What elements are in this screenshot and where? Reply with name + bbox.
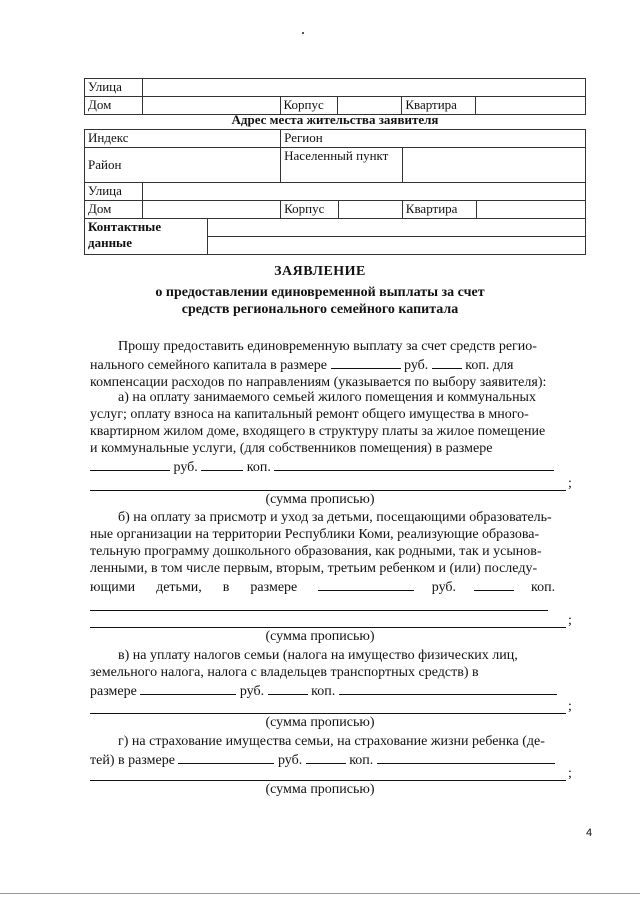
item-c-line-3 [90, 681, 586, 700]
contacts-field-1[interactable] [207, 219, 585, 237]
building-field-2[interactable] [339, 201, 403, 219]
item-c-paragraph [90, 647, 586, 700]
item-b-paragraph [90, 509, 586, 596]
item-c-rub-label: руб. [239, 684, 265, 699]
intro-line-3: компенсации расходов по направлениям (указывается по выбору заявителя): [90, 375, 547, 390]
item-b-word-4: размере [250, 580, 298, 595]
scan-speck [302, 32, 304, 34]
index-label: Индекс [85, 130, 281, 148]
item-a-kop-label: коп. [246, 460, 271, 475]
apartment-field-2[interactable] [476, 201, 585, 219]
item-d-rub-field[interactable] [178, 750, 274, 764]
item-a-line-3: квартирном жилом доме, входящего в структуру платы за жилое помещение [90, 424, 546, 439]
item-a-kop-field[interactable] [201, 457, 243, 471]
item-d-kop-field[interactable] [306, 750, 346, 764]
subtitle-line-2: средств регионального семейного капитала [181, 302, 459, 317]
item-d-line-2 [90, 750, 586, 769]
item-d-words-line[interactable] [90, 780, 566, 781]
item-c-line-2: земельного налога, налога с владельцев транспортных средств) в [90, 665, 479, 680]
item-c-words-line[interactable] [90, 713, 566, 714]
item-d-words-field[interactable] [377, 750, 555, 764]
apartment-label: Квартира [402, 97, 476, 115]
item-a-line-2: услуг; оплату взноса на капитальный ремонт общего имущества в много- [90, 407, 529, 422]
residence-address-table [84, 129, 586, 255]
item-b-word-1: ющими [90, 580, 136, 595]
street-label-2: Улица [85, 183, 143, 201]
item-a-semicolon: ; [568, 476, 572, 491]
street-label: Улица [85, 79, 143, 97]
item-b-rub-label: руб. [431, 580, 457, 595]
item-c-words-field[interactable] [339, 681, 557, 695]
building-label-2: Корпус [281, 201, 339, 219]
intro-rub-label: руб. [404, 358, 429, 373]
item-c-kop-field[interactable] [268, 681, 308, 695]
item-d-sum-caption: (сумма прописью) [265, 782, 375, 797]
item-b-word-2: детьми, [156, 580, 202, 595]
item-d-paragraph [90, 733, 586, 769]
street-field-2[interactable] [143, 183, 586, 201]
intro-kop-field[interactable] [432, 355, 462, 369]
intro-amount-label: нального семейного капитала в размере [90, 358, 328, 373]
item-d-semicolon: ; [568, 766, 572, 781]
district-label: Район [85, 148, 281, 183]
item-c-amount-label: размере [90, 684, 137, 699]
building-label: Корпус [280, 97, 338, 115]
intro-line-2 [90, 355, 586, 374]
page-number: 4 [586, 827, 593, 839]
contacts-label: Контактные данные [85, 219, 208, 255]
address-table-top [84, 78, 586, 115]
item-a-rub-field[interactable] [90, 457, 170, 471]
house-field-2[interactable] [143, 201, 281, 219]
item-b-words-line-2[interactable] [90, 627, 566, 628]
item-b-word-3: в [222, 580, 230, 595]
item-b-line-5 [90, 577, 586, 596]
item-d-line-1: г) на страхование имущества семьи, на страхование жизни ребенка (де- [118, 734, 545, 749]
item-b-kop-field[interactable] [474, 577, 514, 591]
street-field[interactable] [142, 79, 585, 97]
region-label: Регион [281, 130, 586, 148]
item-a-line-1: а) на оплату занимаемого семьей жилого помещения и коммунальных [118, 390, 536, 405]
subtitle-line-1: о предоставлении единовременной выплаты за счет [155, 285, 485, 300]
item-b-kop-label: коп. [531, 580, 556, 595]
item-c-line-1: в) на уплату налогов семьи (налога на имущество физических лиц, [118, 648, 518, 663]
item-a-words-field[interactable] [274, 457, 554, 471]
settlement-field[interactable] [402, 148, 585, 183]
intro-line-1: Прошу предоставить единовременную выплату за счет средств регио- [118, 339, 537, 354]
item-d-rub-label: руб. [277, 753, 303, 768]
item-b-rub-field[interactable] [318, 577, 414, 591]
intro-rub-field[interactable] [331, 355, 401, 369]
document-title: ЗАЯВЛЕНИЕ [274, 264, 366, 279]
contacts-field-2[interactable] [207, 237, 585, 255]
intro-paragraph [90, 338, 586, 391]
item-d-amount-label: тей) в размере [90, 753, 175, 768]
house-label-2: Дом [85, 201, 143, 219]
item-a-sum-caption: (сумма прописью) [265, 492, 375, 507]
settlement-label: Населенный пункт [281, 148, 403, 183]
residence-address-heading: Адрес места жительства заявителя [231, 112, 439, 127]
house-label: Дом [85, 97, 143, 115]
item-a-paragraph [90, 389, 586, 476]
item-b-sum-caption: (сумма прописью) [265, 629, 375, 644]
item-a-line-5 [90, 457, 586, 476]
item-b-line-2: ные организации на территории Республики Коми, реализующие образова- [90, 527, 540, 542]
item-c-rub-field[interactable] [140, 681, 236, 695]
item-a-words-line[interactable] [90, 490, 566, 491]
scan-edge-line [0, 893, 640, 894]
item-b-words-line-1[interactable] [90, 610, 548, 611]
apartment-label-2: Квартира [402, 201, 476, 219]
item-a-line-4: и коммунальные услуги, (для собственников помещения) в размере [90, 441, 493, 456]
item-c-semicolon: ; [568, 699, 572, 714]
item-c-kop-label: коп. [311, 684, 336, 699]
item-b-semicolon: ; [568, 613, 572, 628]
intro-kop-label: коп. для [465, 358, 514, 373]
item-b-line-4: ленными, в том числе первым, вторым, третьим ребенком и (или) последу- [90, 561, 538, 576]
item-b-line-1: б) на оплату за присмотр и уход за детьми, посещающими образователь- [118, 510, 552, 525]
item-b-line-3: тельную программу дошкольного образования, как родными, так и усынов- [90, 544, 542, 559]
item-d-kop-label: коп. [349, 753, 374, 768]
item-c-sum-caption: (сумма прописью) [265, 715, 375, 730]
item-a-rub-label: руб. [173, 460, 198, 475]
